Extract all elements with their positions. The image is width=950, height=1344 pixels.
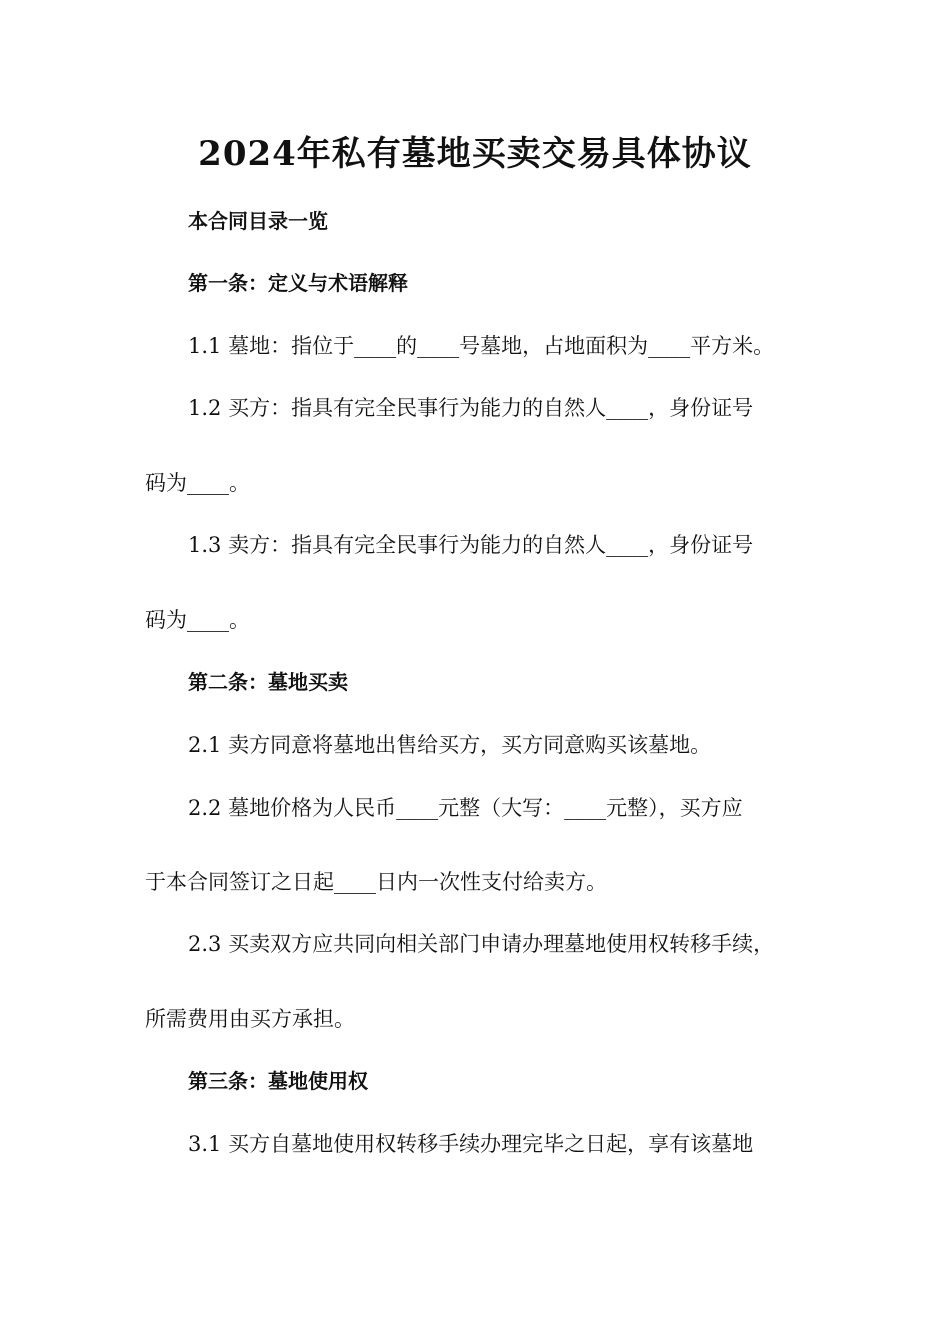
clause-3-1-line-1: 3.1 买方自墓地使用权转移手续办理完毕之日起，享有该墓地: [188, 1132, 754, 1156]
clause-1-3-line-2: 码为____。: [145, 608, 250, 632]
article-1-heading: 第一条：定义与术语解释: [188, 271, 408, 295]
clause-2-3-line-2: 所需费用由买方承担。: [145, 1007, 355, 1031]
clause-2-2-line-1: 2.2 墓地价格为人民币____元整（大写：____元整），买方应: [188, 796, 743, 820]
clause-1-2-line-2: 码为____。: [145, 471, 250, 495]
clause-1-1: 1.1 墓地：指位于____的____号墓地，占地面积为____平方米。: [188, 334, 775, 358]
clause-2-3-line-1: 2.3 买卖双方应共同向相关部门申请办理墓地使用权转移手续，: [188, 932, 775, 956]
clause-1-2-line-1: 1.2 买方：指具有完全民事行为能力的自然人____，身份证号: [188, 396, 754, 420]
clause-2-1: 2.1 卖方同意将墓地出售给买方，买方同意购买该墓地。: [188, 733, 712, 757]
clause-1-3-line-1: 1.3 卖方：指具有完全民事行为能力的自然人____，身份证号: [188, 533, 754, 557]
document-title: 2024年私有墓地买卖交易具体协议: [198, 134, 752, 174]
clause-2-2-line-2: 于本合同签订之日起____日内一次性支付给卖方。: [145, 870, 607, 894]
article-3-heading: 第三条：墓地使用权: [188, 1069, 368, 1093]
article-2-heading: 第二条：墓地买卖: [188, 670, 348, 694]
toc-heading: 本合同目录一览: [188, 209, 328, 233]
